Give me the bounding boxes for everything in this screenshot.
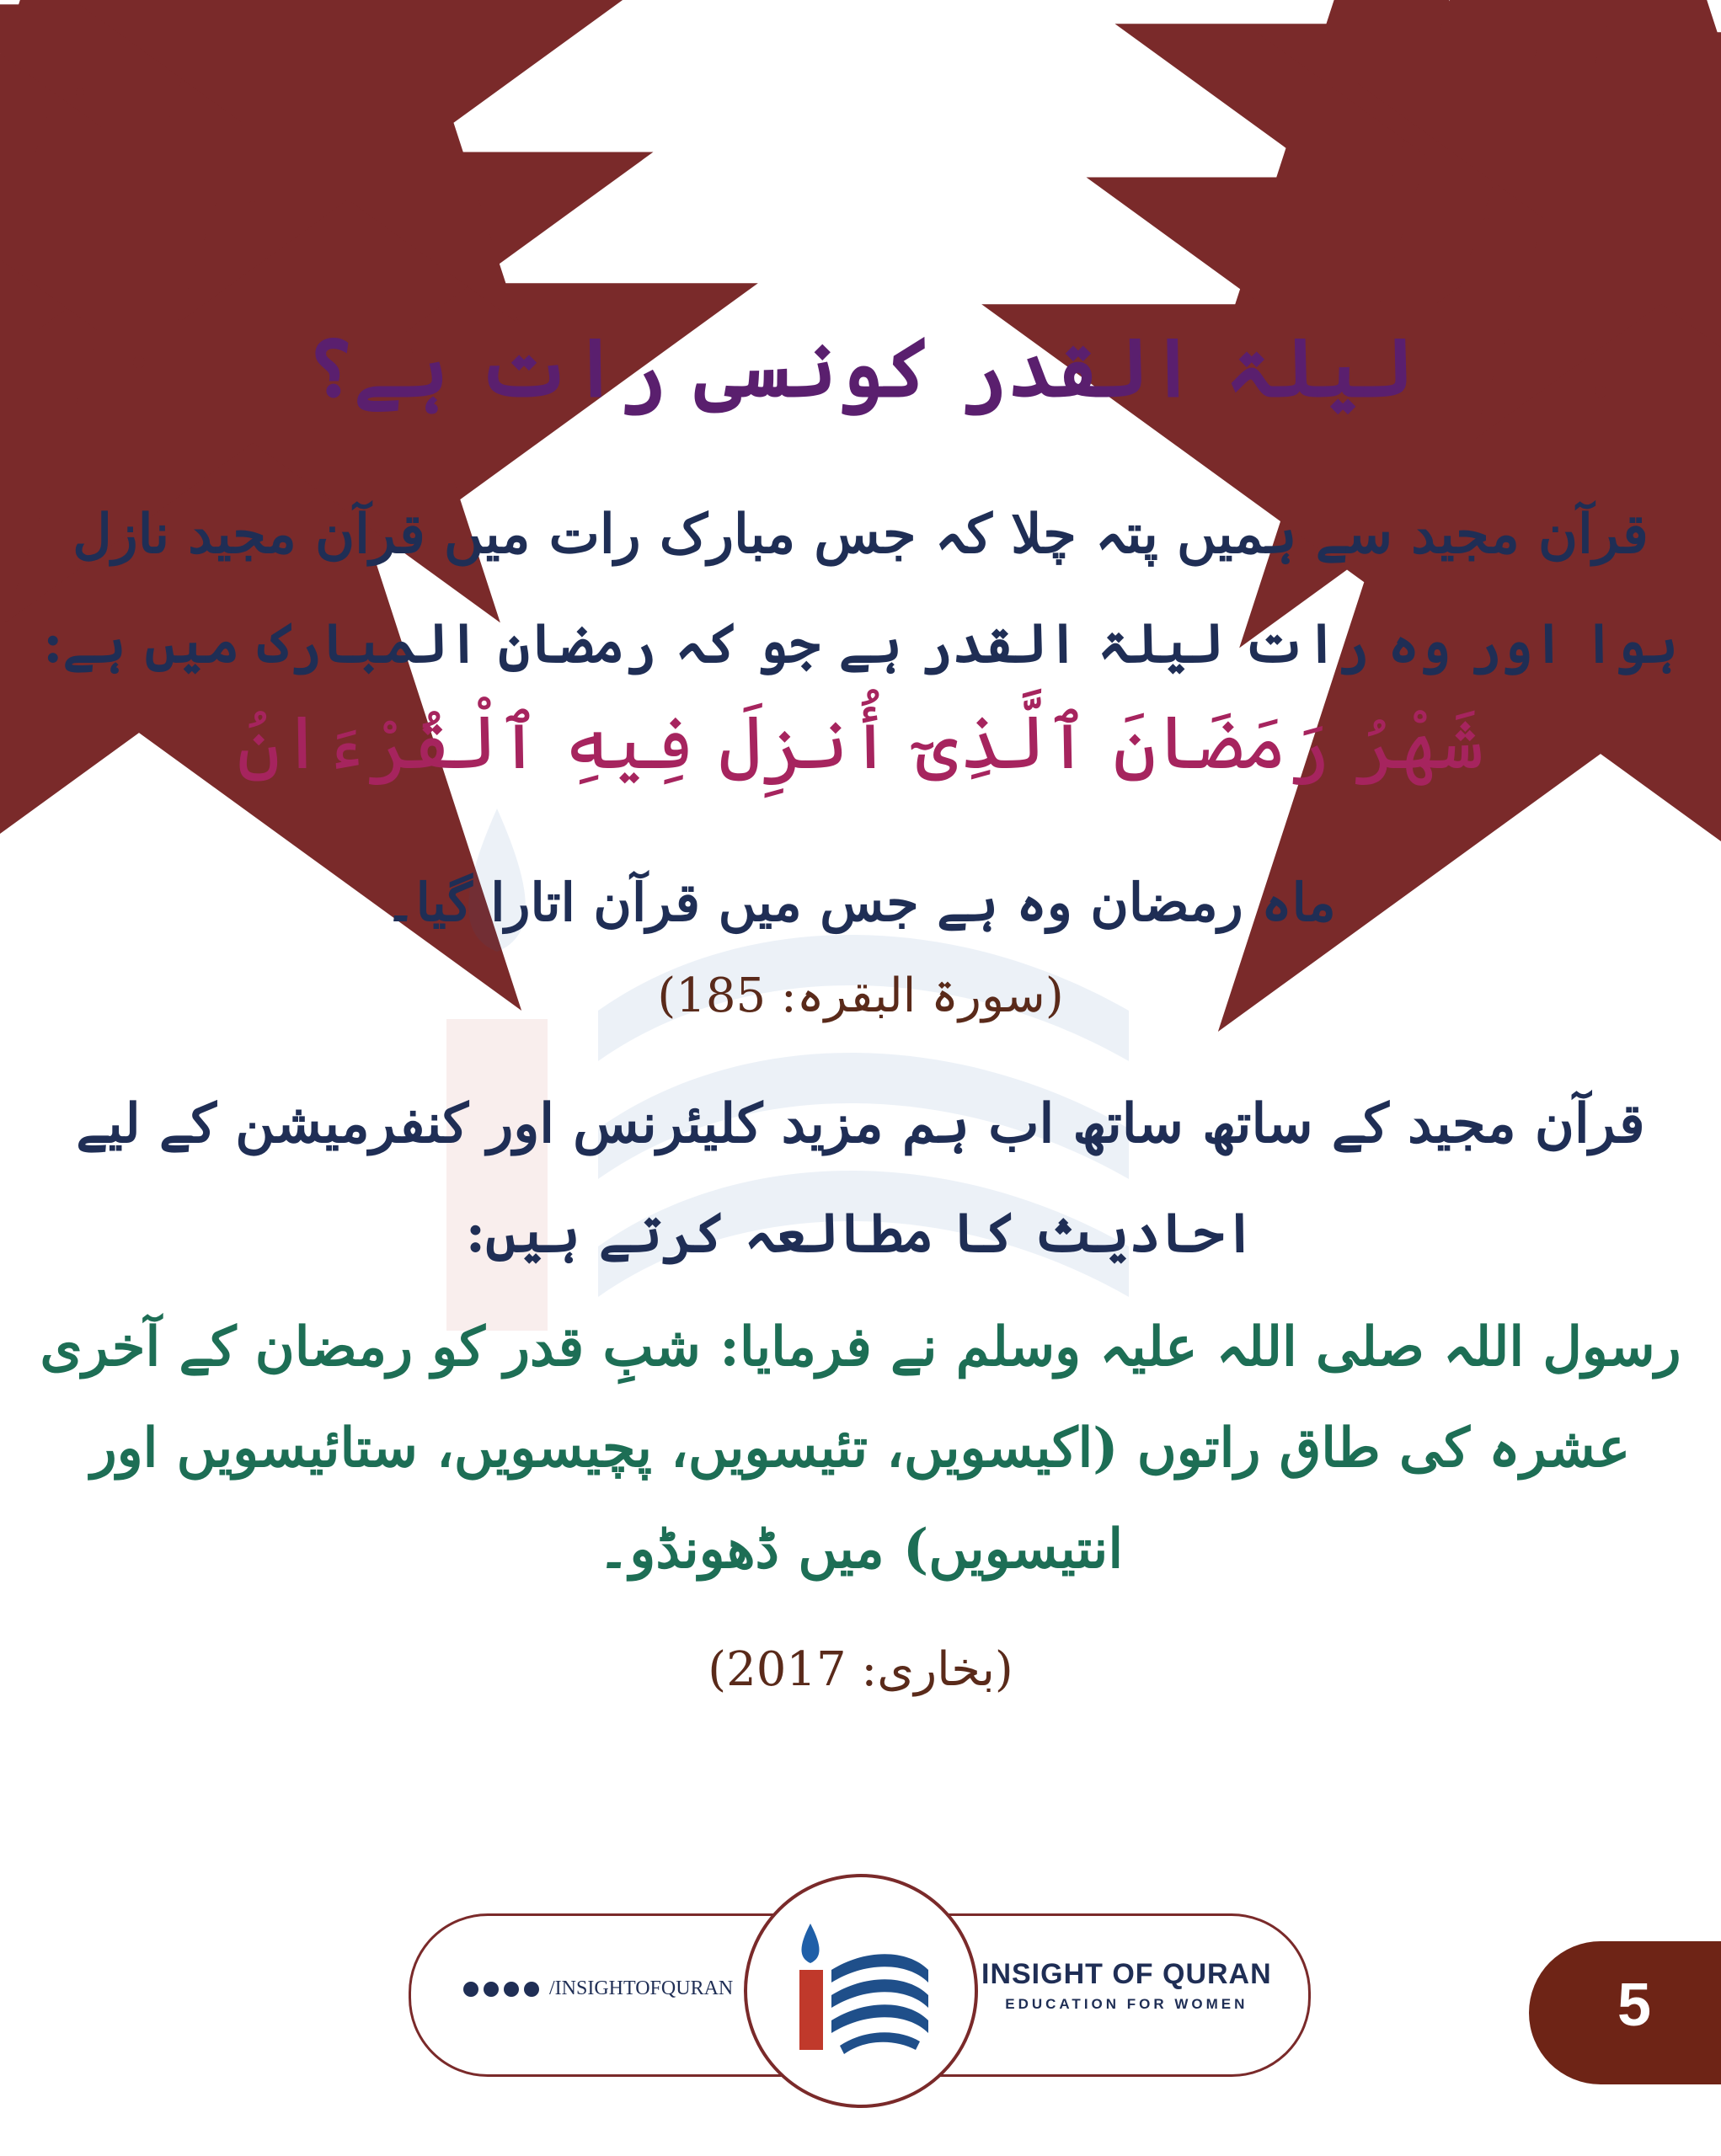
hadith-line-2: عشرہ کی طاق راتوں (اکیسویں، تئیسویں، پچیسویں، ستائیسویں اور — [90, 1417, 1631, 1480]
twitter-icon[interactable] — [504, 1982, 519, 1997]
intro-line-1: قرآن مجید سے ہمیں پتہ چلا کہ جس مبارک رات میں قرآن مجید نازل — [72, 503, 1649, 566]
brand-name: INSIGHT OF QURAN — [981, 1958, 1272, 1990]
instagram-icon[interactable] — [484, 1982, 499, 1997]
social-links[interactable] — [463, 1977, 733, 2000]
youtube-icon[interactable] — [524, 1982, 539, 1997]
quran-verse: شَهْرُ رَمَضَانَ ٱلَّذِىٓ أُنزِلَ فِيهِ ٱلْقُرْءَانُ — [237, 699, 1484, 786]
page-number: 5 — [1617, 1972, 1652, 2039]
brand-text — [981, 1958, 1272, 2013]
brand-logo-icon — [747, 1877, 975, 2105]
hadith-intro-paragraph — [0, 1070, 1721, 1289]
hadith-line-3: انتیسویں) میں ڈھونڈو۔ — [597, 1518, 1124, 1581]
verse-translation: ماہ رمضان وہ ہے جس میں قرآن اتارا گیا۔ — [385, 872, 1336, 933]
brand-tagline: EDUCATION FOR WOMEN — [1005, 1996, 1248, 2012]
social-handle[interactable]: /INSIGHTOFQURAN — [549, 1977, 734, 1999]
page-title: لیلۃ القدر کونسی رات ہے؟ — [307, 320, 1414, 415]
verse-reference: (سورۃ البقرہ: 185) — [657, 969, 1064, 1023]
intro-line-2: ہوا اور وہ رات لیلۃ القدر ہے جو کہ رمضان المبارک میں ہے: — [43, 612, 1678, 675]
hadith-intro-line-2: احادیث کا مطالعہ کرتے ہیں: — [465, 1202, 1256, 1265]
hadith-intro-line-1: قرآن مجید کے ساتھ ساتھ اب ہم مزید کلیئرنس اور کنفرمیشن کے لیے — [76, 1092, 1645, 1155]
facebook-icon[interactable] — [463, 1982, 478, 1997]
hadith-reference: (بخاری: 2017) — [708, 1642, 1013, 1697]
brand-logo — [744, 1874, 978, 2108]
hadith-text — [0, 1297, 1721, 1600]
intro-paragraph — [0, 480, 1721, 699]
hadith-line-1: رسول اللہ صلی اللہ علیہ وسلم نے فرمایا: شبِ قدر کو رمضان کے آخری — [40, 1315, 1681, 1379]
